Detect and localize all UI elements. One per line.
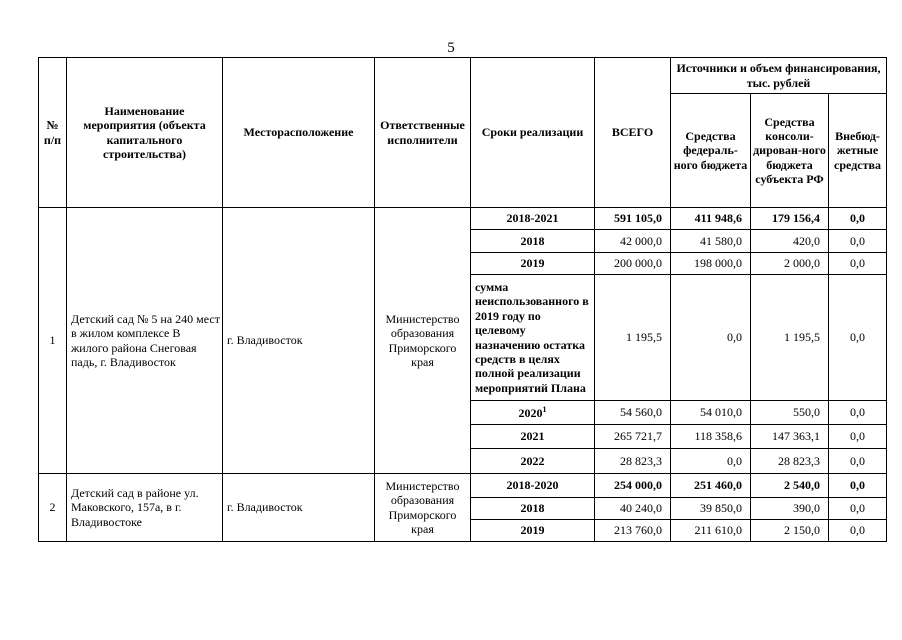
header-name: Наименование мероприятия (объекта капитального строительства) xyxy=(67,58,223,208)
extra-cell: 0,0 xyxy=(829,425,887,449)
period-cell xyxy=(471,401,595,425)
header-terms: Сроки реализации xyxy=(471,58,595,208)
header-location: Месторасположение xyxy=(223,58,375,208)
extra-cell: 0,0 xyxy=(829,498,887,520)
extra-cell: 0,0 xyxy=(829,449,887,474)
regional-cell: 420,0 xyxy=(751,230,829,253)
federal-cell: 251 460,0 xyxy=(671,474,751,498)
total-cell: 213 760,0 xyxy=(595,520,671,542)
total-cell: 591 105,0 xyxy=(595,208,671,230)
federal-cell: 41 580,0 xyxy=(671,230,751,253)
obj2-location: г. Владивосток xyxy=(223,474,375,542)
federal-cell: 211 610,0 xyxy=(671,520,751,542)
federal-cell: 39 850,0 xyxy=(671,498,751,520)
extra-cell: 0,0 xyxy=(829,230,887,253)
total-cell: 265 721,7 xyxy=(595,425,671,449)
extra-cell: 0,0 xyxy=(829,208,887,230)
total-cell: 254 000,0 xyxy=(595,474,671,498)
regional-cell: 2 150,0 xyxy=(751,520,829,542)
header-consolidated: Средства консоли-дирован-ного бюджета субъекта РФ xyxy=(751,94,829,208)
period-cell: сумма неиспользованного в 2019 году по целевому назначению остатка средств в целях полной реализации мероприятий Плана xyxy=(471,275,595,401)
period-cell: 2021 xyxy=(471,425,595,449)
total-cell: 1 195,5 xyxy=(595,275,671,401)
page-number: 5 xyxy=(447,40,455,56)
period-cell: 2018-2020 xyxy=(471,474,595,498)
extra-cell: 0,0 xyxy=(829,520,887,542)
regional-cell: 390,0 xyxy=(751,498,829,520)
regional-cell: 28 823,3 xyxy=(751,449,829,474)
regional-cell: 550,0 xyxy=(751,401,829,425)
regional-cell: 2 000,0 xyxy=(751,253,829,275)
obj2-name: Детский сад в районе ул. Маковского, 157а, в г. Владивостоке xyxy=(67,474,223,542)
period-cell: 2018-2021 xyxy=(471,208,595,230)
federal-cell: 118 358,6 xyxy=(671,425,751,449)
financing-table xyxy=(38,57,887,542)
header-sources: Источники и объем финансирования, тыс. рублей xyxy=(671,58,887,94)
footnote-mark: 1 xyxy=(542,404,547,414)
header-total: ВСЕГО xyxy=(595,58,671,208)
extra-cell: 0,0 xyxy=(829,253,887,275)
federal-cell: 0,0 xyxy=(671,449,751,474)
period-cell: 2018 xyxy=(471,230,595,253)
period-cell: 2018 xyxy=(471,498,595,520)
header-extrabudget: Внебюд-жетные средства xyxy=(829,94,887,208)
obj1-responsible: Министерство образования Приморского края xyxy=(375,208,471,474)
total-cell: 28 823,3 xyxy=(595,449,671,474)
table-row xyxy=(39,208,887,230)
regional-cell: 2 540,0 xyxy=(751,474,829,498)
obj2-num: 2 xyxy=(39,474,67,542)
federal-cell: 198 000,0 xyxy=(671,253,751,275)
total-cell: 42 000,0 xyxy=(595,230,671,253)
extra-cell: 0,0 xyxy=(829,474,887,498)
obj1-location: г. Владивосток xyxy=(223,208,375,474)
table-row xyxy=(39,474,887,498)
obj2-responsible: Министерство образования Приморского края xyxy=(375,474,471,542)
total-cell: 200 000,0 xyxy=(595,253,671,275)
period-cell: 2022 xyxy=(471,449,595,474)
regional-cell: 179 156,4 xyxy=(751,208,829,230)
total-cell: 54 560,0 xyxy=(595,401,671,425)
total-cell: 40 240,0 xyxy=(595,498,671,520)
obj1-num: 1 xyxy=(39,208,67,474)
extra-cell: 0,0 xyxy=(829,401,887,425)
header-responsible: Ответственные исполнители xyxy=(375,58,471,208)
extra-cell: 0,0 xyxy=(829,275,887,401)
federal-cell: 0,0 xyxy=(671,275,751,401)
regional-cell: 1 195,5 xyxy=(751,275,829,401)
period-text: 2020 xyxy=(518,405,543,420)
period-cell: 2019 xyxy=(471,253,595,275)
federal-cell: 54 010,0 xyxy=(671,401,751,425)
header-federal: Средства федераль-ного бюджета xyxy=(671,94,751,208)
obj1-name: Детский сад № 5 на 240 мест в жилом комплексе В жилого района Снеговая падь, г. Владивосток xyxy=(67,208,223,474)
period-cell: 2019 xyxy=(471,520,595,542)
federal-cell: 411 948,6 xyxy=(671,208,751,230)
header-num: № п/п xyxy=(39,58,67,208)
regional-cell: 147 363,1 xyxy=(751,425,829,449)
